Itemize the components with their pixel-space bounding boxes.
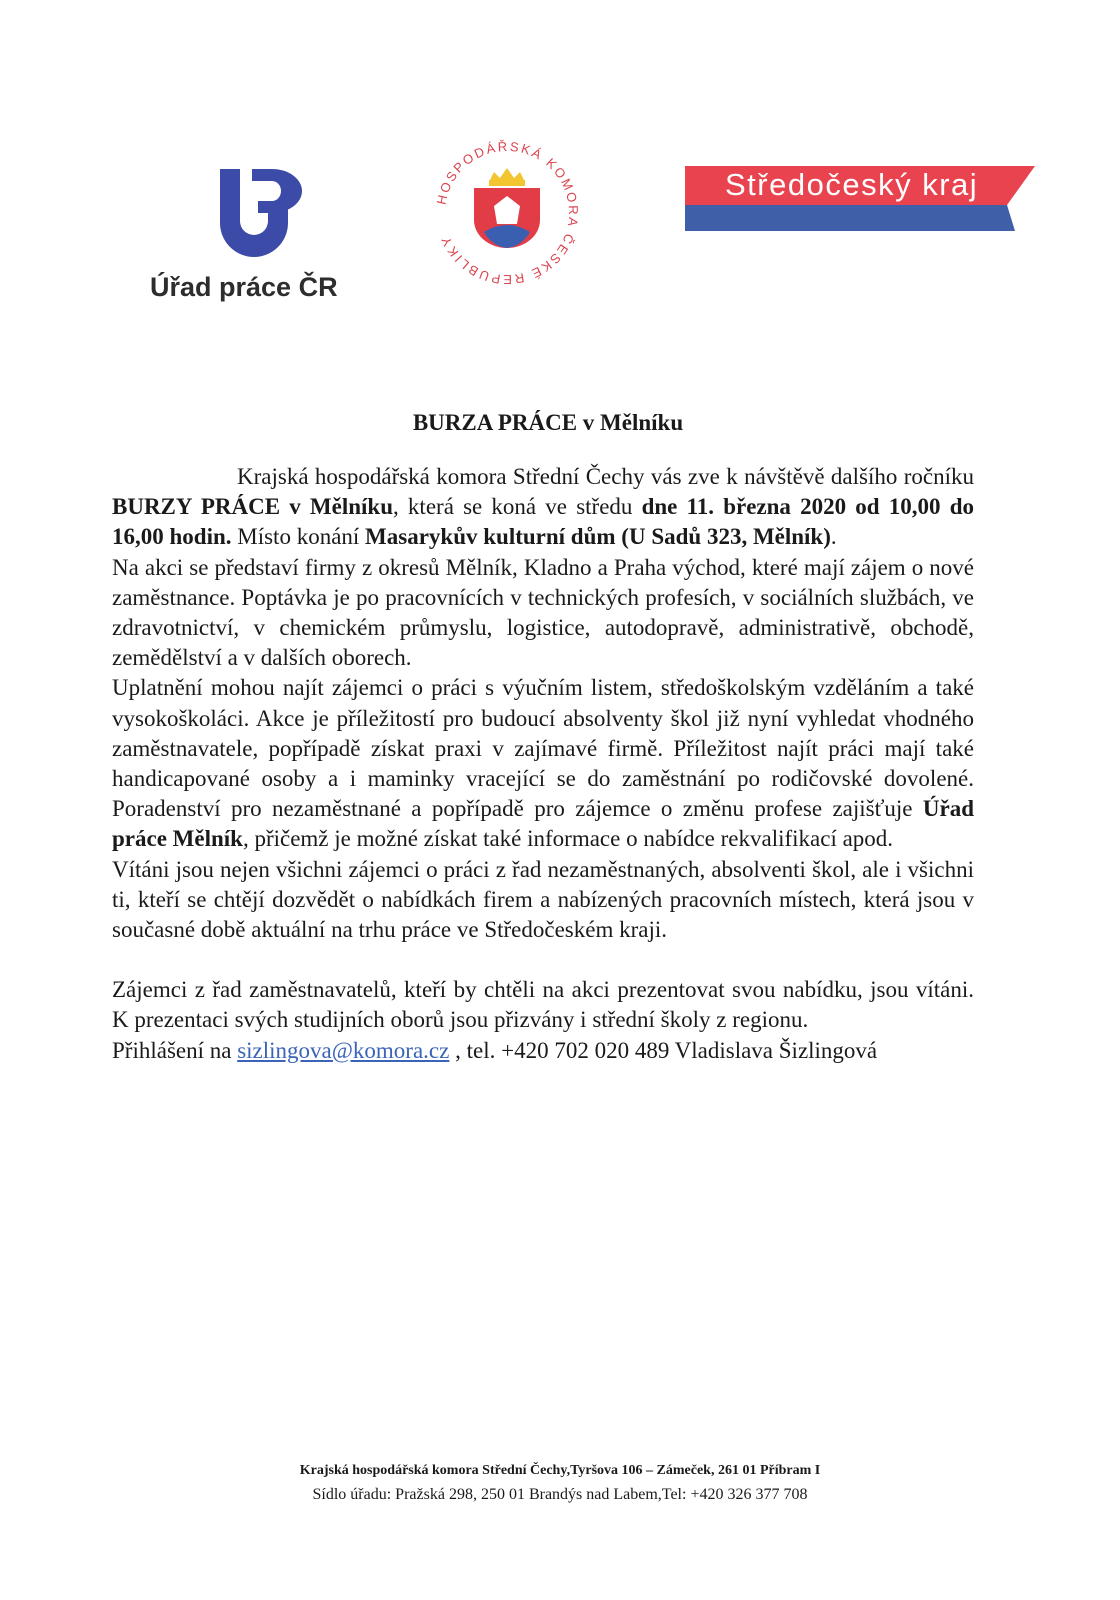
p1-date: dne 11. března 2020 od 10,00 do 16,00 hodin.: [112, 494, 974, 550]
p1-text-3: Místo konání: [231, 524, 366, 550]
p1-text-1: Krajská hospodářská komora Střední Čechy vás zve k návštěvě dalšího ročníku: [237, 464, 974, 489]
footer-org: Krajská hospodářská komora Střední Čechy,: [299, 1463, 571, 1478]
p3-text-2: , přičemž je možné získat také informace o nabídce rekvalifikací apod.: [242, 826, 894, 852]
footer-line-2: Sídlo úřadu: Pražská 298, 250 01 Brandýs nad Labem,Tel: +420 326 377 708: [312, 1486, 808, 1503]
chamber-seal-icon: [422, 128, 592, 298]
document-body: [112, 462, 974, 1066]
chamber-seal: [422, 128, 592, 298]
seal-text: HOSPODÁŘSKÁ KOMORA ČESKÉ REPUBLIKY: [433, 138, 582, 288]
urad-prace-logo: [150, 160, 370, 310]
p3-text-1: Uplatnění mohou najít zájemci o práci s výučním listem, středoškolským vzděláním a také vysokoškoláci. Akce je příležitostí pro budoucí absolventy škol již nyní vyhledat vhodného zaměstnavatele, popřípadě získat praxi v zajímavé firmě. Příležitost najít práci mají také handicapované osoby a i maminky vracející se do zaměstnání po rodičovské dovolené. Poradenství pro nezaměstnané a popřípadě pro zájemce o změnu profese zajišťuje: [112, 675, 974, 822]
paragraph-gap: [112, 945, 974, 975]
footer-line-1: [0, 1458, 1120, 1483]
paragraph-employers: Zájemci z řad zaměstnavatelů, kteří by chtěli na akci prezentovat svou nabídku, jsou vítáni. K prezentaci svých studijních oborů jsou přizvány i střední školy z regionu.: [112, 977, 974, 1033]
footer-address: Tyršova 106 – Zámeček, 261 01 Příbram I: [570, 1463, 821, 1478]
p6-text-1: Přihlášení na: [112, 1037, 238, 1063]
email-link[interactable]: sizlingova@komora.cz: [237, 1037, 450, 1063]
paragraph-welcome: Vítáni jsou nejen všichni zájemci o práci z řad nezaměstnaných, absolventi škol, ale i všichni ti, kteří se chtějí dozvědět o nabídkách firem a nabízených pracovních místech, která jsou v současné době aktuální na trhu práce ve Středočeském kraji.: [112, 856, 974, 943]
paragraph-companies: Na akci se představí firmy z okresů Mělník, Kladno a Praha východ, které mají zájem o nové zaměstnance. Poptávka je po pracovnících v technických profesích, v sociálních službách, ve zdravotnictví, v chemickém průmyslu, logistice, autodopravě, administrativě, obchodě, zemědělství a v dalších oborech.: [112, 554, 974, 671]
p1-event-name: BURZY PRÁCE v Mělníku: [112, 494, 393, 520]
kraj-label: Středočeský kraj: [725, 167, 979, 202]
p6-text-2: , tel. +420 702 020 489 Vladislava Šizlingová: [449, 1037, 878, 1063]
up-emblem-icon: [214, 165, 314, 267]
stredocesky-kraj-logo: [685, 163, 1055, 233]
p1-venue: Masarykův kulturní dům (U Sadů 323, Mělník): [365, 524, 831, 550]
p1-text-4: .: [830, 524, 837, 550]
paragraph-invitation: [112, 462, 974, 553]
document-title: BURZA PRÁCE v Mělníku: [412, 410, 684, 435]
urad-prace-name: Úřad práce ČR: [150, 272, 338, 302]
p1-text-2: , která se koná ve středu: [393, 494, 642, 520]
p3-office: Úřad práce Mělník: [112, 796, 974, 852]
paragraph-registration: [112, 1036, 974, 1066]
paragraph-opportunities: [112, 673, 974, 854]
document-footer: [0, 1458, 1120, 1507]
